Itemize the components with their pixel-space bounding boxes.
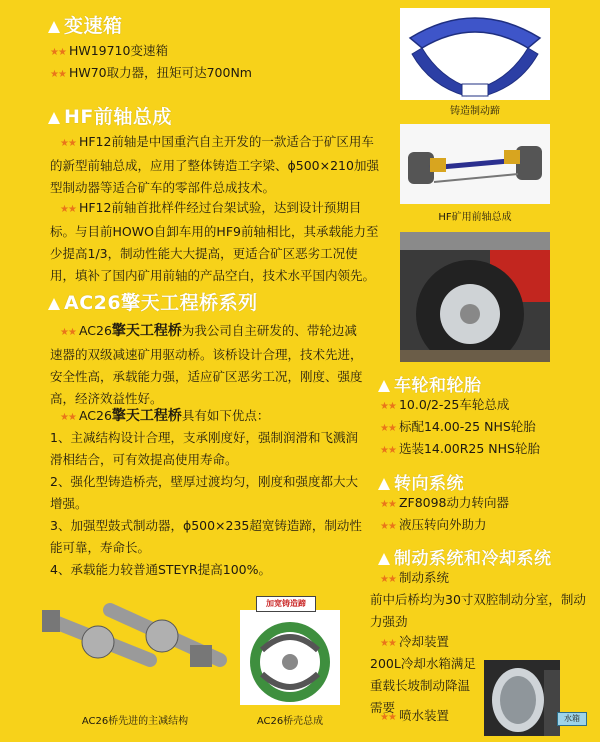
ac26-main-reducer-caption: AC26桥先进的主减结构 [81,716,189,727]
radiator-image [484,660,560,736]
wheels-item: ★★ 选装14.00R25 NHS轮胎 [380,441,540,456]
steering-title: 转向系统 [378,469,464,494]
ac26-paragraph-2: ★★ AC26擎天工程桥具有如下优点： [60,408,270,424]
wheels-title: 车轮和轮胎 [378,371,482,396]
ac26-housing-image [240,610,340,705]
wide-shoe-tag: 加宽铸造蹄 [256,596,316,612]
ac26-paragraph-1: ★★ AC26擎天工程桥为我公司自主研发的、带轮边减速器的双级减速矿用驱动桥。该桥设计合理，技术先进，安全性高，承载能力强，适应矿区恶劣工况，刚度、强度高，经济效益性好。 [50,323,363,406]
wheel-tire-image [400,232,550,362]
triangle-icon [378,553,390,565]
front-axle-paragraph-1: ★★ HF12前轴是中国重汽自主开发的一款适合于矿区用车的新型前轴总成，应用了整体铸造工字梁、ϕ500×210加强型制动器等适合矿车的零部件总成技术。 [50,134,379,195]
gearbox-item: ★★ HW70取力器，扭矩可达700Nm [50,65,252,80]
ac26-housing-caption: AC26桥壳总成 [256,716,324,727]
brake-system-text: 前中后桥均为30寸双腔制动分室，制动力强劲 [370,592,586,629]
star-bullet-icon: ★★ [380,423,396,434]
front-axle-paragraph-2: ★★ HF12前轴首批样件经过台架试验，达到设计预期目标。与目前HOWO自卸车用的HF9前轴相比，其承载能力至少提高1/3，制动性能大大提高，更适合矿区恶劣工况使用，填补了国内矿用前轴的产品空白，技术水平国内领先。 [50,200,379,283]
steering-item: ★★ 液压转向外助力 [380,517,487,532]
star-bullet-icon: ★★ [380,574,396,585]
brake-system-label: ★★ 制动系统 [380,570,449,585]
star-bullet-icon: ★★ [380,712,396,723]
brake-shoe-caption: 铸造制动蹄 [450,106,500,117]
triangle-icon [378,380,390,392]
star-bullet-icon: ★★ [50,47,66,58]
brake-shoe-image [400,8,550,100]
hf-axle-caption: HF矿用前轴总成 [438,212,512,223]
triangle-icon [48,21,60,33]
front-axle-title: HF前轴总成 [48,102,172,129]
triangle-icon [378,478,390,490]
hf-axle-image [400,124,550,204]
wheels-item: ★★ 标配14.00-25 NHS轮胎 [380,419,536,434]
ac26-main-reducer-image [40,590,230,700]
spray-label: ★★ 喷水装置 [380,708,449,723]
star-bullet-icon: ★★ [380,521,396,532]
triangle-icon [48,112,60,124]
triangle-icon [48,298,60,310]
wheels-item: ★★ 10.0/2-25车轮总成 [380,397,510,412]
star-bullet-icon: ★★ [60,327,76,338]
ac26-point-2: 2、强化型铸造桥壳，壁厚过渡均匀，刚度和强度都大大增强。 [50,474,358,511]
star-bullet-icon: ★★ [60,138,76,149]
star-bullet-icon: ★★ [380,401,396,412]
brake-cooling-title: 制动系统和冷却系统 [378,544,552,569]
cooling-text: 200L冷却水箱满足重载长坡制动降温需要 [370,656,476,715]
star-bullet-icon: ★★ [380,638,396,649]
star-bullet-icon: ★★ [60,412,76,423]
ac26-point-3: 3、加强型鼓式制动器，ϕ500×235超宽铸造蹄，制动性能可靠，寿命长。 [50,518,362,555]
radiator-tag: 水箱 [557,712,587,726]
ac26-point-4: 4、承载能力较普通STEYR提高100%。 [50,562,271,577]
gearbox-title: 变速箱 [48,11,123,38]
gearbox-item: ★★ HW19710变速箱 [50,43,168,58]
star-bullet-icon: ★★ [380,499,396,510]
cooling-label: ★★ 冷却装置 [380,634,449,649]
ac26-point-1: 1、主减结构设计合理，支承刚度好，强制润滑和飞溅润滑相结合，可有效提高使用寿命。 [50,430,358,467]
star-bullet-icon: ★★ [50,69,66,80]
star-bullet-icon: ★★ [60,204,76,215]
steering-item: ★★ ZF8098动力转向器 [380,495,510,510]
star-bullet-icon: ★★ [380,445,396,456]
ac26-title: AC26擎天工程桥系列 [48,288,258,315]
